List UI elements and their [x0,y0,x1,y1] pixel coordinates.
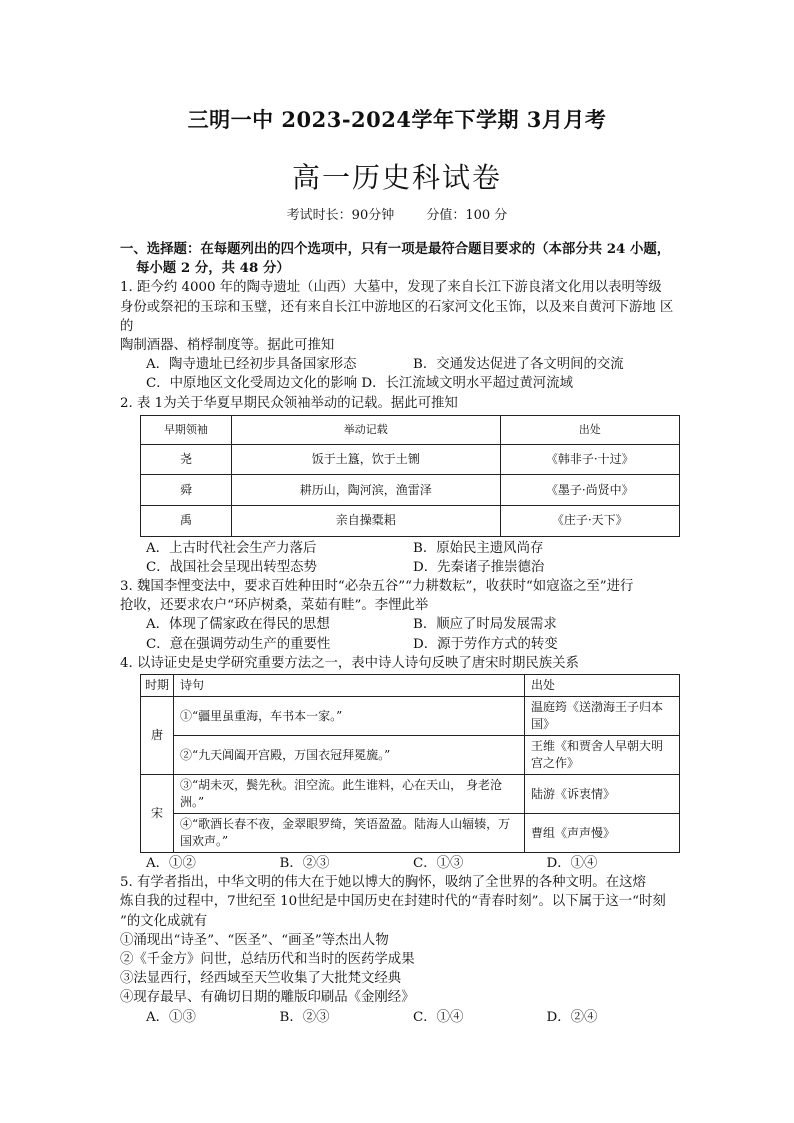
q4-table [140,674,680,853]
q4-source: 陆游《诉衷情》 [525,775,680,814]
exam-meta [0,204,794,223]
q2-cell: 《墨子·尚贤中》 [500,475,679,506]
table-row [141,814,680,853]
exam-content [120,240,680,1027]
q5-item-1: ①涌现出“诗圣”、“医圣”、“画圣”等杰出人物 [120,932,389,948]
q2-stem: 2. 表 1为关于华夏早期民众领袖举动的记载。据此可推知 [120,395,458,411]
q1-stem-line1: 1. 距今约 4000 年的陶寺遗址（山西）大墓中，发现了来自长江下游良渚文化用以表明等级 [120,280,662,296]
table-row [141,697,680,736]
q4-header-poem: 诗句 [174,675,525,697]
q4-period-tang: 唐 [141,697,174,775]
q5-item-4: ④现存最早、有确切日期的雕版印刷品《金刚经》 [120,990,415,1006]
q2-cell: 禹 [141,506,232,537]
table-row [141,736,680,775]
q2-option-c[interactable]: C．战国社会呈现出转型态势 [146,559,317,575]
q4-poem: ②“九天阊阖开宫殿，万国衣冠拜冕旒。” [174,736,525,775]
exam-score: 分值：100 分 [426,208,508,223]
q4-period-song: 宋 [141,775,174,853]
q4-header-period: 时期 [141,675,174,697]
table-row [141,444,680,475]
q2-cell: 亲自操橐耜 [231,506,500,537]
section-heading [120,240,680,278]
q5-stem-line1: 5. 有学者指出，中华文明的伟大在于她以博大的胸怀，吸纳了全世界的各种文明。在这熔 [120,875,646,891]
q1-option-b[interactable]: B．交通发达促进了各文明间的交流 [413,357,624,373]
q1-option-c[interactable]: C．中原地区文化受周边文化的影响 [146,376,358,392]
exam-subtitle: 高一历史科试卷 [291,161,502,194]
q2-cell: 舜 [141,475,232,506]
q5-item-3: ③法显西行，经西域至天竺收集了大批梵文经典 [120,971,402,987]
q4-source: 温庭筠《送渤海王子归本国》 [525,697,680,736]
question-3 [120,577,680,654]
q1-stem-line3: 陶制酒器、梢桴制度等。据此可推知 [120,338,335,354]
question-1 [120,278,680,393]
q2-option-b[interactable]: B．原始民主遗风尚存 [413,540,544,556]
q3-option-a[interactable]: A．体现了儒家政在得民的思想 [146,617,330,633]
q2-cell: 耕历山，陶河滨，渔雷泽 [231,475,500,506]
q3-option-c[interactable]: C．意在强调劳动生产的重要性 [146,636,331,652]
q4-stem: 4. 以诗证史是史学研究重要方法之一，表中诗人诗句反映了唐宋时期民族关系 [120,655,579,671]
q3-option-d[interactable]: D．源于劳作方式的转变 [413,636,558,652]
question-4 [120,654,680,873]
q4-source: 曹组《声声慢》 [525,814,680,853]
q3-stem-line1: 3. 魏国李悝变法中，要求百姓种田时“必杂五谷”“力耕数耘”，收获时“如寇盗之至”进行 [120,579,634,595]
table-row [141,506,680,537]
q2-header-source: 出处 [500,415,679,444]
q4-poem: ③“胡未灭，鬓先秋。泪空流。此生谁料，心在天山， 身老沧洲。” [174,775,525,814]
q4-option-c[interactable]: C．①③ [413,856,464,872]
q1-option-a[interactable]: A．陶寺遗址已经初步具备国家形态 [146,357,357,373]
q2-option-a[interactable]: A．上古时代社会生产力落后 [146,540,317,556]
q2-header-leader: 早期领袖 [141,415,232,444]
q2-table [140,415,680,537]
q1-stem-line2: 身份或祭祀的玉琮和玉璧，还有来自长江中游地区的石家河文化玉饰，以及来自黄河下游地 区的 [120,299,674,334]
q2-cell: 《韩非子·十过》 [500,444,679,475]
section-heading-line1: 一、选择题：在每题列出的四个选项中，只有一项是最符合题目要求的（本部分共 24 小题， [120,241,671,257]
q4-option-d[interactable]: D．①④ [546,856,598,872]
q5-option-d[interactable]: D．②④ [546,1009,598,1025]
q4-option-a[interactable]: A．①② [146,856,196,872]
q4-option-b[interactable]: B．②③ [279,856,330,872]
q2-option-d[interactable]: D．先秦诸子推崇德治 [413,559,545,575]
question-2 [120,394,680,577]
q5-option-b[interactable]: B．②③ [279,1009,330,1025]
q5-option-c[interactable]: C．①④ [413,1009,464,1025]
q3-option-b[interactable]: B．顺应了时局发展需求 [413,617,557,633]
q2-cell: 饭于土簋，饮于土铏 [231,444,500,475]
q5-stem-line2: 炼自我的过程中，7世纪至 10世纪是中国历史在封建时代的“青春时刻”。以下属于这一“时刻 [120,894,666,910]
q3-stem-line2: 抢收，还要求农户“环庐树桑，菜茹有畦”。李悝此举 [120,598,429,614]
q1-option-d[interactable]: D．长江流域文明水平超过黄河流域 [361,376,573,392]
question-5 [120,873,680,1027]
q5-option-a[interactable]: A．①③ [146,1009,196,1025]
q4-source: 王维《和贾舍人早朝大明宫之作》 [525,736,680,775]
q2-header-deed: 举动记载 [231,415,500,444]
table-row [141,775,680,814]
q4-header-source: 出处 [525,675,680,697]
exam-title: 三明一中 2023-2024学年下学期 3月月考 [187,107,607,132]
q4-poem: ④“歌酒长春不夜，金翠眼罗绮，笑语盈盈。陆海人山辐辏，万国欢声。” [174,814,525,853]
q5-item-2: ②《千金方》问世，总结历代和当时的医药学成果 [120,952,415,968]
q4-poem: ①“疆里虽重海，车书本一家。” [174,697,525,736]
table-row [141,475,680,506]
exam-duration: 考试时长：90分钟 [286,208,395,223]
q2-cell: 尧 [141,444,232,475]
q5-stem-line3: ”的文化成就有 [120,913,208,929]
q2-cell: 《庄子·天下》 [500,506,679,537]
section-heading-line2: 每小题 2 分，共 48 分） [136,260,290,277]
